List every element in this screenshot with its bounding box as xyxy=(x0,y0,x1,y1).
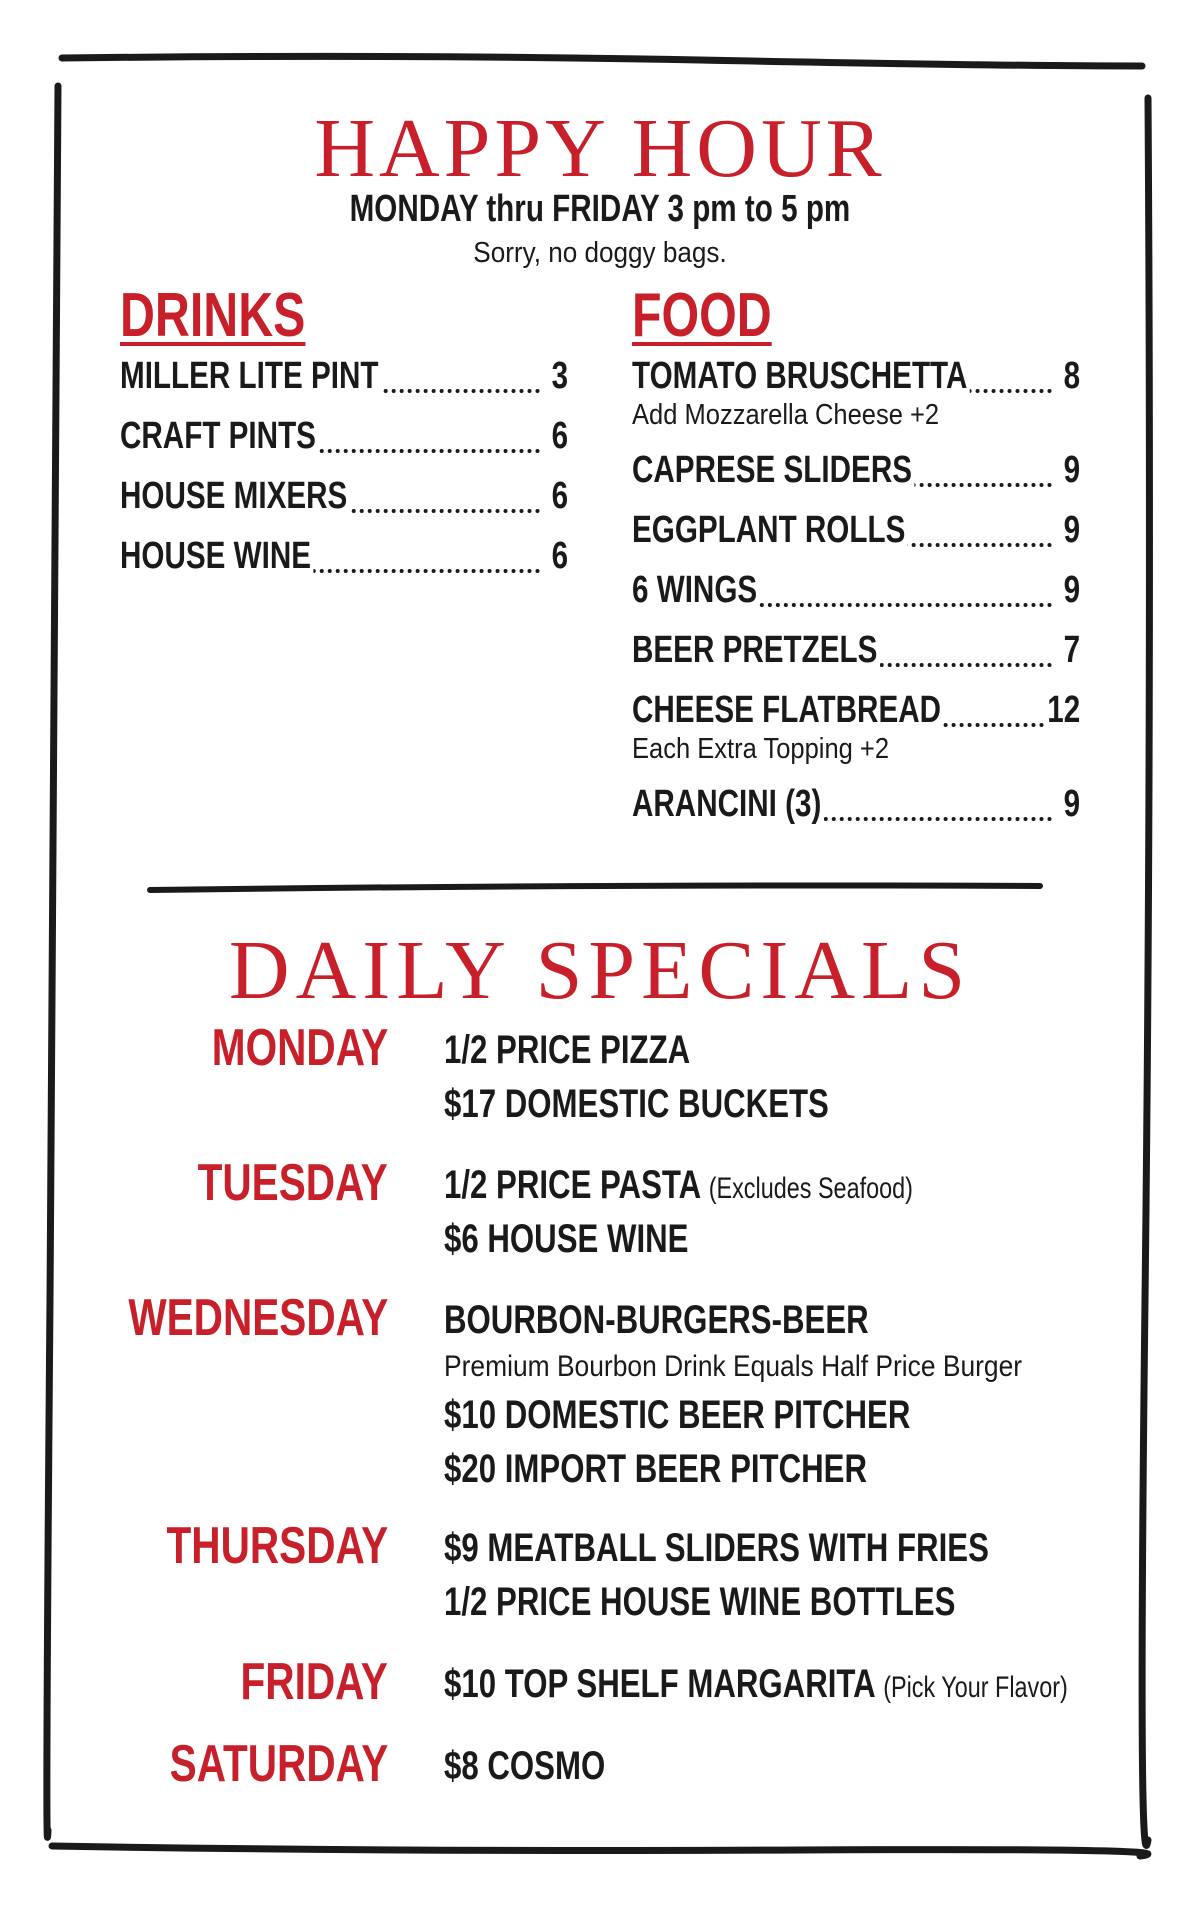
menu-item: EGGPLANT ROLLS 9 xyxy=(632,509,1080,551)
special-line: $6 HOUSE WINE xyxy=(444,1217,689,1261)
special-line: $10 DOMESTIC BEER PITCHER xyxy=(444,1393,911,1437)
menu-item: CRAFT PINTS 6 xyxy=(120,415,568,457)
daily-specials-title: DAILY SPECIALS xyxy=(228,924,972,1017)
day-tuesday: TUESDAY xyxy=(197,1154,388,1212)
special-line: $8 COSMO xyxy=(444,1744,606,1788)
menu-item: CAPRESE SLIDERS 9 xyxy=(632,449,1080,491)
food-list xyxy=(632,355,1080,831)
drinks-list xyxy=(120,355,568,583)
happy-hour-title: HAPPY HOUR xyxy=(314,102,886,195)
menu-item: CHEESE FLATBREAD 12 xyxy=(632,689,1080,731)
menu-item: MILLER LITE PINT 3 xyxy=(120,355,568,397)
happy-hour-note: Sorry, no doggy bags. xyxy=(473,237,727,269)
menu-item: ARANCINI (3) 9 xyxy=(632,783,1080,825)
special-line: 1/2 PRICE PIZZA xyxy=(444,1028,691,1072)
drinks-heading: DRINKS xyxy=(120,281,306,350)
food-heading: FOOD xyxy=(632,281,772,350)
special-line: 1/2 PRICE PASTA (Excludes Seafood) xyxy=(444,1163,913,1207)
special-note: Premium Bourbon Drink Equals Half Price Burger xyxy=(444,1350,1023,1383)
section-divider xyxy=(150,886,1040,891)
special-line: $20 IMPORT BEER PITCHER xyxy=(444,1447,868,1491)
day-monday: MONDAY xyxy=(211,1019,388,1077)
day-saturday: SATURDAY xyxy=(169,1735,388,1793)
special-line: $9 MEATBALL SLIDERS WITH FRIES xyxy=(444,1526,989,1570)
menu-item: HOUSE MIXERS 6 xyxy=(120,475,568,517)
day-thursday: THURSDAY xyxy=(166,1517,388,1575)
day-wednesday: WEDNESDAY xyxy=(128,1289,388,1347)
menu-item: HOUSE WINE 6 xyxy=(120,535,568,577)
menu-item: BEER PRETZELS 7 xyxy=(632,629,1080,671)
special-line: $10 TOP SHELF MARGARITA (Pick Your Flavor) xyxy=(444,1662,1068,1706)
happy-hour-schedule: MONDAY thru FRIDAY 3 pm to 5 pm xyxy=(349,188,851,230)
special-line: $17 DOMESTIC BUCKETS xyxy=(444,1082,829,1126)
menu-item-note: Each Extra Topping +2 xyxy=(632,733,890,765)
day-friday: FRIDAY xyxy=(240,1653,388,1711)
menu-item-note: Add Mozzarella Cheese +2 xyxy=(632,399,940,431)
menu-item: TOMATO BRUSCHETTA 8 xyxy=(632,355,1080,397)
special-line: BOURBON-BURGERS-BEER xyxy=(444,1298,869,1342)
special-line: 1/2 PRICE HOUSE WINE BOTTLES xyxy=(444,1580,956,1624)
menu-item: 6 WINGS 9 xyxy=(632,569,1080,611)
